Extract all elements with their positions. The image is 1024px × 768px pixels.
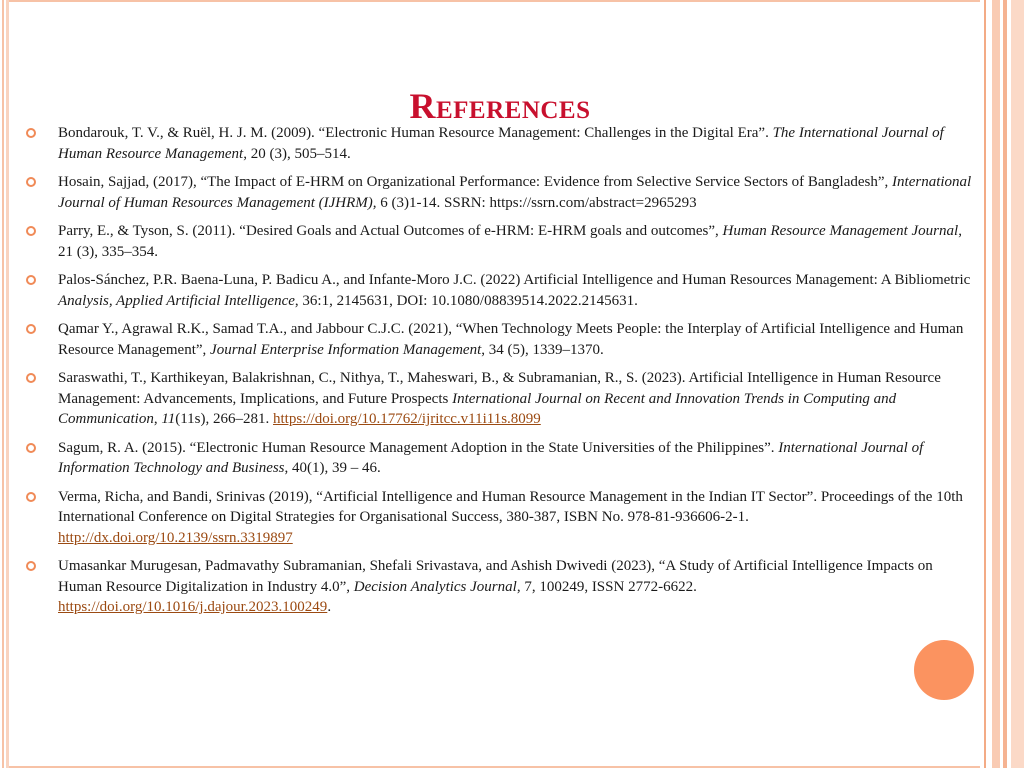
reference-italic-text: 11 [161,411,176,427]
bullet-icon [26,373,36,383]
reference-italic-text: International Journal of Information Technology and Business [58,439,924,476]
frame-top-border [0,0,1024,2]
reference-item [22,438,972,479]
decorative-circle [914,640,974,700]
bullet-icon [26,226,36,236]
reference-item [22,319,972,360]
reference-italic-text: The International Journal of Human Resource Management [58,125,944,162]
bullet-icon [26,275,36,285]
reference-text: Palos-Sánchez, P.R. Baena-Luna, P. Badicu A., and Infante-Moro J.C. (2022) Artificial Intelligence and Human Resources Management: A Bibliometric [58,272,971,288]
reference-list [22,123,972,626]
reference-text: (11s), 266–281. [175,411,274,427]
reference-text: Qamar Y., Agrawal R.K., Samad T.A., and Jabbour C.J.C. (2021), “When Technology Meets People: the Interplay of Artificial Intelligence and Human Resource Management”, [58,321,964,358]
doi-link[interactable]: http://dx.doi.org/10.2139/ssrn.3319897 [58,529,293,546]
reference-item [22,556,972,618]
reference-text: , 34 (5), 1339–1370. [481,341,604,358]
reference-text: Umasankar Murugesan, Padmavathy Subramanian, Shefali Srivastava, and Ashish Dwivedi (2023), “A Study of Artificial Intelligence Impacts on Human Resource Digitalization in Industry 4.0”, [58,558,933,595]
reference-text: , 7, 100249, ISSN 2772-6622. [516,578,697,595]
reference-italic-text: Analysis, Applied Artificial Intelligence [58,292,295,309]
reference-text: , 40(1), 39 – 46. [284,460,381,476]
bullet-icon [26,128,36,138]
reference-text: Hosain, Sajjad, (2017), “The Impact of E-HRM on Organizational Performance: Evidence from Selective Service Sectors of Bangladesh”, [58,174,893,190]
reference-text: , 36:1, 2145631, DOI: 10.1080/08839514.2022.2145631. [294,292,638,309]
doi-link[interactable]: https://doi.org/10.17762/ijritcc.v11i11s.8099 [273,411,541,427]
reference-italic-text: Journal Enterprise Information Management [210,341,482,358]
reference-text: Bondarouk, T. V., & Ruël, H. J. M. (2009). “Electronic Human Resource Management: Challenges in the Digital Era”. [58,125,773,141]
reference-text: , 21 (3), 335–354. [58,223,962,260]
reference-item [22,221,972,262]
page-title: References [409,86,591,127]
reference-italic-text: Decision Analytics Journal [353,578,517,595]
doi-link[interactable]: https://doi.org/10.1016/j.dajour.2023.100249 [58,599,328,615]
bullet-icon [26,324,36,334]
reference-text: Saraswathi, T., Karthikeyan, Balakrishnan, C., Nithya, T., Maheswari, B., & Subramanian, R., S. (2023). Artificial Intelligence in Human Resource Management: Advancements, Implications, and Future Prospects [58,370,941,407]
reference-item [22,123,972,164]
reference-item [22,172,972,213]
reference-text: 6 (3)1-14. SSRN: https://ssrn.com/abstract=2965293 [376,194,697,211]
bullet-icon [26,177,36,187]
reference-item [22,270,972,311]
bullet-icon [26,561,36,571]
reference-text: , 20 (3), 505–514. [243,145,351,162]
reference-item [22,368,972,430]
reference-italic-text: International Journal on Recent and Innovation Trends in Computing and Communication [58,390,897,427]
reference-text: , [153,411,162,427]
bullet-icon [26,443,36,453]
reference-text: . [327,599,332,615]
reference-text: Verma, Richa, and Bandi, Srinivas (2019), “Artificial Intelligence and Human Resource Management in the Indian IT Sector”. Proceedings of the 10th International Conference on Digital Strategies for Organisational Success, 380-387, ISBN No. 978-81-936606-2-1. [58,488,963,525]
reference-item [22,487,972,549]
reference-text: Parry, E., & Tyson, S. (2011). “Desired Goals and Actual Outcomes of e-HRM: E-HRM goals and outcomes”, [58,223,723,239]
reference-italic-text: International Journal of Human Resources Management (IJHRM), [58,174,972,211]
reference-text: Sagum, R. A. (2015). “Electronic Human Resource Management Adoption in the State Universities of the Philippines”. [58,439,779,456]
bullet-icon [26,492,36,502]
reference-italic-text: Human Resource Management Journal [722,223,959,239]
